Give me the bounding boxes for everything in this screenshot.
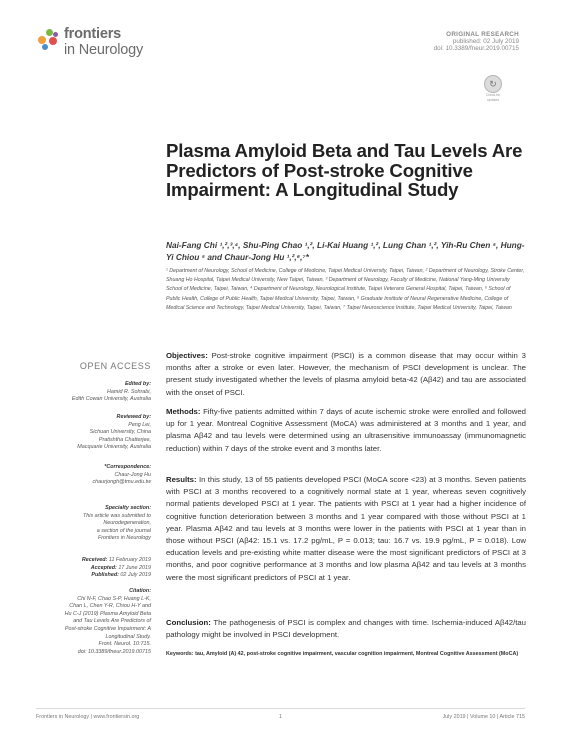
published-row: [40, 572, 151, 580]
reviewed-by-section: [40, 414, 151, 452]
specialty-line1: This article was submitted to: [82, 512, 151, 519]
correspondence-section: [40, 464, 151, 487]
article-header-meta: [434, 31, 519, 53]
conclusion-text: The pathogenesis of PSCI is complex and changes with time. Ischemia-induced Aβ42/tau pathology might be involved in PSCI development.: [166, 618, 526, 640]
open-access-label: OPEN ACCESS: [79, 361, 151, 371]
citation-line: Longitudinal Study.: [105, 633, 151, 640]
specialty-section: [40, 505, 151, 543]
frontiers-logo-icon: [38, 29, 60, 51]
published-date-side: 02 July 2019: [120, 572, 151, 579]
methods-text: Fifty-five patients admitted within 7 days of acute ischemic stroke were enrolled and followed up for 1 year. Montreal Cognitive Assessment (MoCA) was administered at 3 months and 1 year, and plasma Aβ42 and tau levels were determined using an ultrasensitive immunoassay (immunomagnetic reduction) within 7 days of the stroke event and 3 months later.: [166, 407, 526, 453]
received-row: [40, 557, 151, 565]
reviewer2-name: Pratishtha Chatterjee,: [98, 436, 151, 443]
specialty-line3: a section of the journal: [96, 527, 151, 534]
conclusion-label: Conclusion:: [166, 618, 211, 627]
specialty-line4: Frontiers in Neurology: [97, 535, 151, 542]
article-title: Plasma Amyloid Beta and Tau Levels Are Predictors of Post-stroke Cognitive Impairment: A Longitudinal Study: [166, 140, 523, 200]
citation-line: Chan L, Chen Y-R, Chiou H-Y and: [69, 603, 151, 610]
keywords: [166, 650, 526, 658]
reviewer1-affiliation: Sichuan University, China: [89, 429, 151, 436]
footer-divider: [36, 708, 525, 709]
published-label: Published:: [91, 572, 119, 579]
dates-section: [40, 557, 151, 580]
specialty-line2: Neurodegeneration,: [103, 520, 151, 527]
editor-name: Hamid R. Sohrabi,: [106, 388, 151, 395]
reviewer2-affiliation: Macquarie University, Australia: [77, 444, 151, 451]
keywords-label: Keywords:: [166, 651, 194, 657]
logo-journal-name: in Neurology: [64, 41, 144, 58]
citation-line: Hu C-J (2019) Plasma Amyloid Beta: [64, 610, 151, 617]
correspondence-name: Chaur-Jong Hu: [114, 471, 151, 478]
doi-link[interactable]: doi: 10.3389/fneur.2019.00715: [433, 45, 519, 53]
updates-label-line2: updates: [486, 97, 500, 102]
edited-by-heading: Edited by:: [124, 381, 151, 387]
correspondence-email[interactable]: chaurjongh@tmu.edu.tw: [92, 479, 151, 486]
edited-by-section: [40, 381, 151, 404]
affiliations: ¹ Department of Neurology, School of Medicine, College of Medicine, Taipei Medical University, Taipei, Taiwan, ² Department of Neurology, Stroke Center, Shuang Ho Hospital, Taipei Medical University, New Taipei, Taiwan, ³ Department of Neurology, Faculty of Medicine, National Yang-Ming University School of Medicine, Taipei, Taiwan, ⁴ Department of Neurology, Neurological Institute, Taipei Veterans General Hospital, Taipei, Taiwan, ⁵ School of Public Health, College of Public Health, Taipei Medical University, Taipei, Taiwan, ⁶ Graduate Institute of Neural Regenerative Medicine, College of Medical Science and Technology, Taipei Medical University, Taipei, Taiwan, ⁷ Taipei Neuroscience Institute, Taipei Medical University, Taipei, Taiwan: [166, 268, 525, 311]
methods-label: Methods:: [166, 407, 201, 416]
received-label: Received:: [81, 557, 108, 563]
abstract-methods: [166, 406, 526, 455]
reviewed-by-heading: Reviewed by:: [116, 414, 151, 420]
received-date: 11 February 2019: [108, 557, 151, 563]
citation-line: Front. Neurol. 10:715.: [98, 641, 151, 648]
keywords-terms: tau, Amyloid (A) 42, post-stroke cognitive impairment, vascular cognition impairment, Montreal Cognitive Assessment (MoCA): [195, 651, 519, 657]
abstract-objectives: [166, 350, 526, 399]
citation-heading: Citation:: [129, 588, 151, 594]
article-type: ORIGINAL RESEARCH: [446, 31, 519, 38]
journal-logo[interactable]: [38, 27, 143, 57]
reviewer1-name: Peng Lei,: [128, 421, 151, 428]
abstract-results: [166, 474, 526, 584]
accepted-row: [40, 565, 151, 573]
check-for-updates-button[interactable]: [482, 75, 504, 102]
footer-issue-info: July 2019 | Volume 10 | Article 715: [442, 714, 525, 720]
objectives-text: Post-stroke cognitive impairment (PSCI) is a common disease that may occur within 3 months after a stroke or even later. However, the mechanism of PSCI development is unclear. The present study investigated whether the levels of plasma amyloid beta-42 (Aβ42) and tau are associated with the onset of PSCI.: [166, 351, 526, 397]
editor-affiliation: Edith Cowan University, Australia: [71, 396, 151, 403]
accepted-date: 17 June 2019: [118, 564, 151, 571]
specialty-heading: Specialty section:: [105, 505, 151, 511]
updates-label-line1: Check for: [485, 93, 501, 97]
results-label: Results:: [166, 475, 197, 484]
refresh-icon: ↻: [484, 75, 502, 93]
citation-line: and Tau Levels Are Predictors of: [73, 618, 151, 625]
abstract-conclusion: [166, 617, 526, 641]
published-date: published: 02 July 2019: [452, 38, 519, 46]
results-text: In this study, 13 of 55 patients developed PSCI (MoCA score <23) at 3 months. Seven patients with PSCI at 3 months recovered to a cognitively normal state at 1 year, whereas seven cognitively normal patients developed PSCI at 1 year. The patients with PSCI at 1 year had a higher incidence of cognitive function deterioration between 3 months and 1 year compared with those without PSCI at 1 year. Plasma Aβ42 and tau levels at 3 months were lower in the patients with PSCI at 1 year than in those without PSCI (Aβ42: 15.1 vs. 17.2 pg/mL, P = 0.013; tau: 16.7 vs. 19.9 pg/mL, P = 0.018). Low education levels and pre-existing white matter disease were the most significant predictors of PSCI at 3 months, and poor cognitive performance at 3 months and low plasma Aβ42 and tau levels at 3 months were the most significant predictors of PSCI at 1 year.: [166, 475, 526, 582]
citation-section: [40, 588, 151, 656]
footer-journal-link[interactable]: Frontiers in Neurology | www.frontiersin.org: [36, 714, 140, 720]
objectives-label: Objectives:: [166, 351, 208, 360]
citation-line: Post-stroke Cognitive Impairment: A: [64, 625, 151, 632]
logo-brand: frontiers: [64, 26, 122, 42]
citation-line: Chi N-F, Chao S-P, Huang L-K,: [77, 595, 151, 602]
correspondence-heading: *Correspondence:: [104, 464, 151, 470]
accepted-label: Accepted:: [90, 564, 117, 571]
citation-doi[interactable]: doi: 10.3389/fneur.2019.00715: [77, 648, 151, 655]
author-list[interactable]: Nai-Fang Chi ¹,²,³,⁴, Shu-Ping Chao ¹,², Li-Kai Huang ¹,², Lung Chan ¹,², Yih-Ru Chen ⁵, Hung-Yi Chiou ⁵ and Chaur-Jong Hu ¹,²,⁶,⁷*: [166, 240, 525, 262]
page-number: 1: [279, 714, 282, 720]
